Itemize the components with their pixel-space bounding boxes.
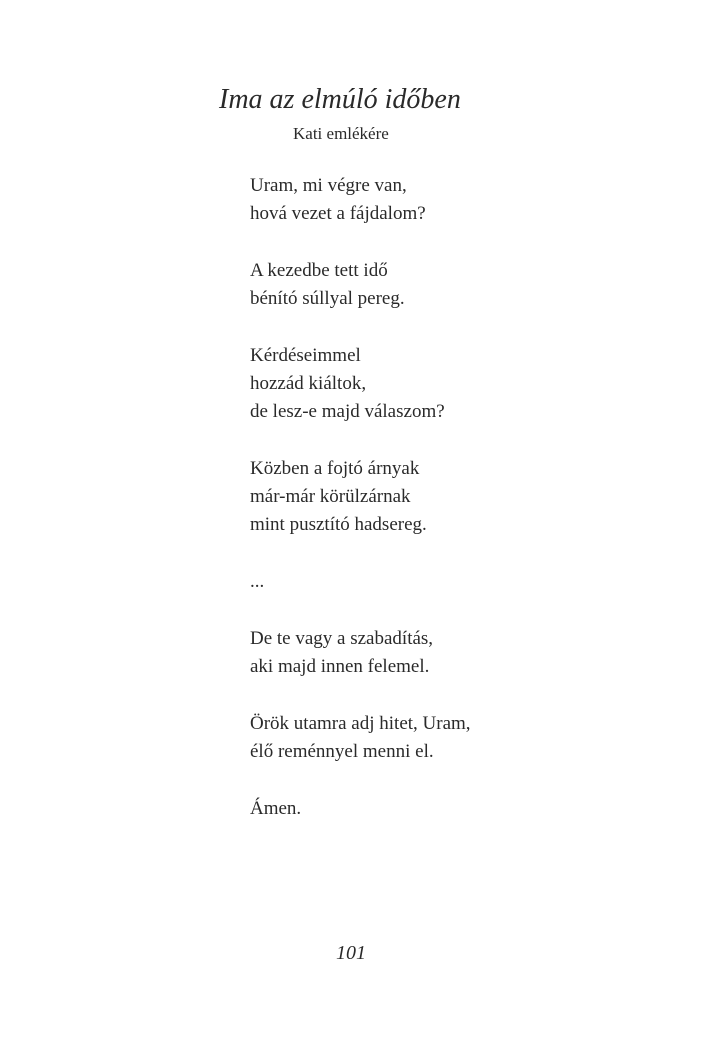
verse-line: Örök utamra adj hitet, Uram, (250, 713, 471, 734)
stanza-1 (250, 172, 426, 228)
stanza-6 (250, 625, 433, 681)
stanza-7 (250, 710, 471, 766)
stanza-4 (250, 455, 427, 539)
verse-line: bénító súllyal pereg. (250, 288, 405, 309)
verse-line: Kérdéseimmel (250, 345, 361, 366)
stanza-2 (250, 257, 405, 313)
verse-line: élő reménnyel menni el. (250, 741, 434, 762)
stanza-ellipsis (250, 568, 264, 596)
stanza-amen (250, 795, 301, 823)
verse-line: hová vezet a fájdalom? (250, 203, 426, 224)
stanza-3 (250, 342, 445, 426)
verse-line: A kezedbe tett idő (250, 260, 388, 281)
verse-line: De te vagy a szabadítás, (250, 628, 434, 649)
poem-title: Ima az elmúló időben (219, 84, 461, 115)
verse-line: Uram, mi végre van, (250, 175, 407, 196)
verse-line: hozzád kiáltok, (250, 373, 367, 394)
verse-line: Közben a fojtó árnyak (250, 458, 420, 479)
verse-line: Ámen. (250, 798, 302, 819)
verse-line: de lesz-e majd válaszom? (250, 401, 445, 422)
verse-line: már-már körülzárnak (250, 486, 411, 507)
poem-dedication: Kati emlékére (293, 124, 389, 143)
verse-line: ... (250, 571, 265, 592)
verse-line: mint pusztító hadsereg. (250, 514, 427, 535)
verse-line: aki majd innen felemel. (250, 656, 430, 677)
page-number: 101 (336, 942, 366, 964)
